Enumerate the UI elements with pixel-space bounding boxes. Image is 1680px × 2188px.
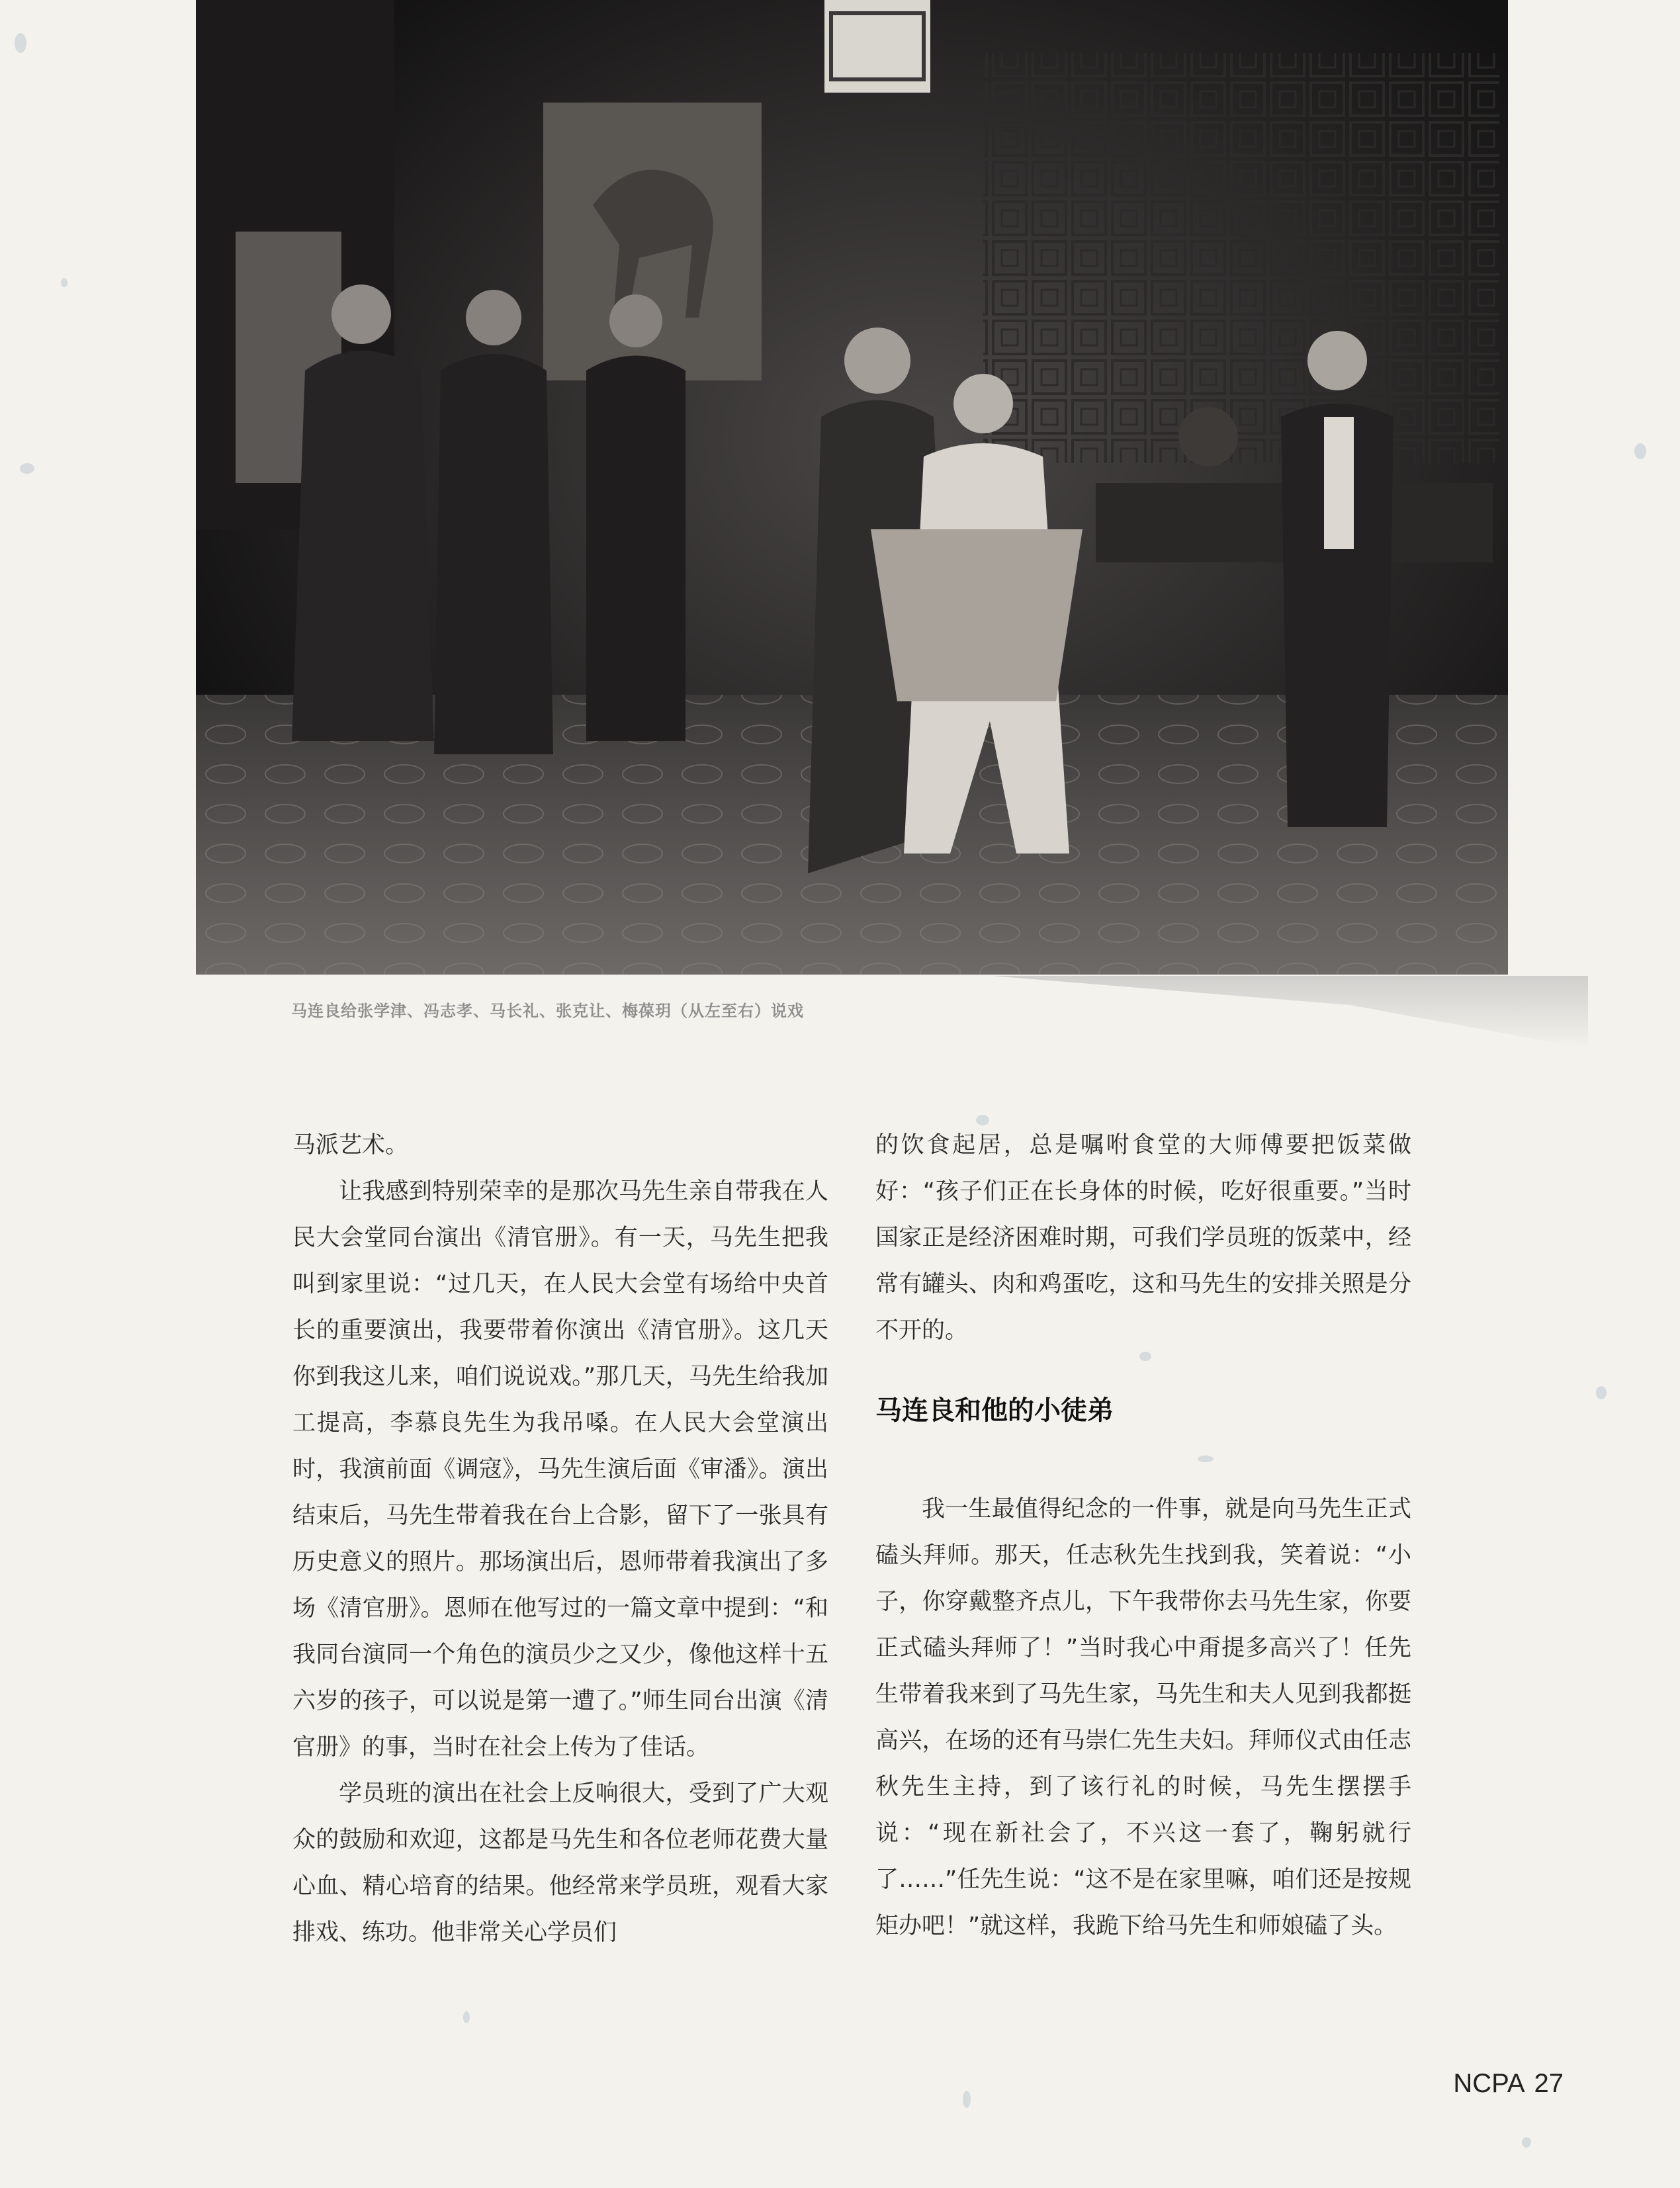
photo-caption: 马连良给张学津、冯志孝、马长礼、张克让、梅葆玥（从左至右）说戏	[291, 1002, 804, 1020]
paragraph: 的饮食起居，总是嘱咐食堂的大师傅要把饭菜做好：“孩子们正在长身体的时候，吃好很重要。”当时国家正是经济困难时期，可我们学员班的饭菜中，经常有罐头、肉和鸡蛋吃，这和马先生的安排关照是分不开的。	[875, 1132, 1411, 1344]
historical-photo	[196, 0, 1508, 975]
paper-speck	[20, 463, 34, 474]
paper-speck	[1634, 443, 1646, 459]
photo-page-curl	[993, 976, 1588, 1049]
paragraph: 马派艺术。	[292, 1132, 409, 1159]
article-column-left	[292, 1122, 828, 1956]
magazine-name: NCPA	[1453, 2069, 1525, 2098]
paper-speck	[1596, 1386, 1607, 1399]
paper-speck	[61, 278, 67, 287]
paragraph: 让我感到特别荣幸的是那次马先生亲自带我在人民大会堂同台演出《清官册》。有一天，马先生把我叫到家里说：“过几天，在人民大会堂有场给中央首长的重要演出，我要带着你演出《清官册》。这几天你到我这儿来，咱们说说戏。”那几天，马先生给我加工提高，李慕良先生为我吊嗓。在人民大会堂演出时，我演前面《调寇》，马先生演后面《审潘》。演出结束后，马先生带着我在台上合影，留下了一张具有历史意义的照片。那场演出后，恩师带着我演出了多场《清官册》。恩师在他写过的一篇文章中提到：“和我同台演同一个角色的演员少之又少，像他这样十五六岁的孩子，可以说是第一遭了。”师生同台出演《清官册》的事，当时在社会上传为了佳话。	[292, 1178, 828, 1761]
paper-speck	[463, 2011, 470, 2023]
page-number: 27	[1534, 2069, 1564, 2098]
paragraph: 我一生最值得纪念的一件事，就是向马先生正式磕头拜师。那天，任志秋先生找到我，笑着说：“小子，你穿戴整齐点儿，下午我带你去马先生家，你要正式磕头拜师了！”当时我心中甭提多高兴了！任先生带着我来到了马先生家，马先生和夫人见到我都挺高兴，在场的还有马崇仁先生夫妇。拜师仪式由任志秋先生主持，到了该行礼的时候，马先生摆摆手说：“现在新社会了，不兴这一套了，鞠躬就行了……”任先生说：“这不是在家里嘛，咱们还是按规矩办吧！”就这样，我跪下给马先生和师娘磕了头。	[875, 1496, 1411, 1939]
photo-illustration	[196, 0, 1508, 975]
paper-speck	[963, 2091, 971, 2108]
section-heading: 马连良和他的小徒弟	[875, 1395, 1114, 1426]
paper-speck	[15, 33, 26, 53]
article-column-right	[875, 1122, 1411, 1949]
paragraph: 学员班的演出在社会上反响很大，受到了广大观众的鼓励和欢迎，这都是马先生和各位老师花费大量心血、精心培育的结果。他经常来学员班，观看大家排戏、练功。他非常关心学员们	[292, 1780, 828, 1946]
page-footer	[1453, 2069, 1564, 2099]
paper-speck	[1522, 2137, 1531, 2148]
